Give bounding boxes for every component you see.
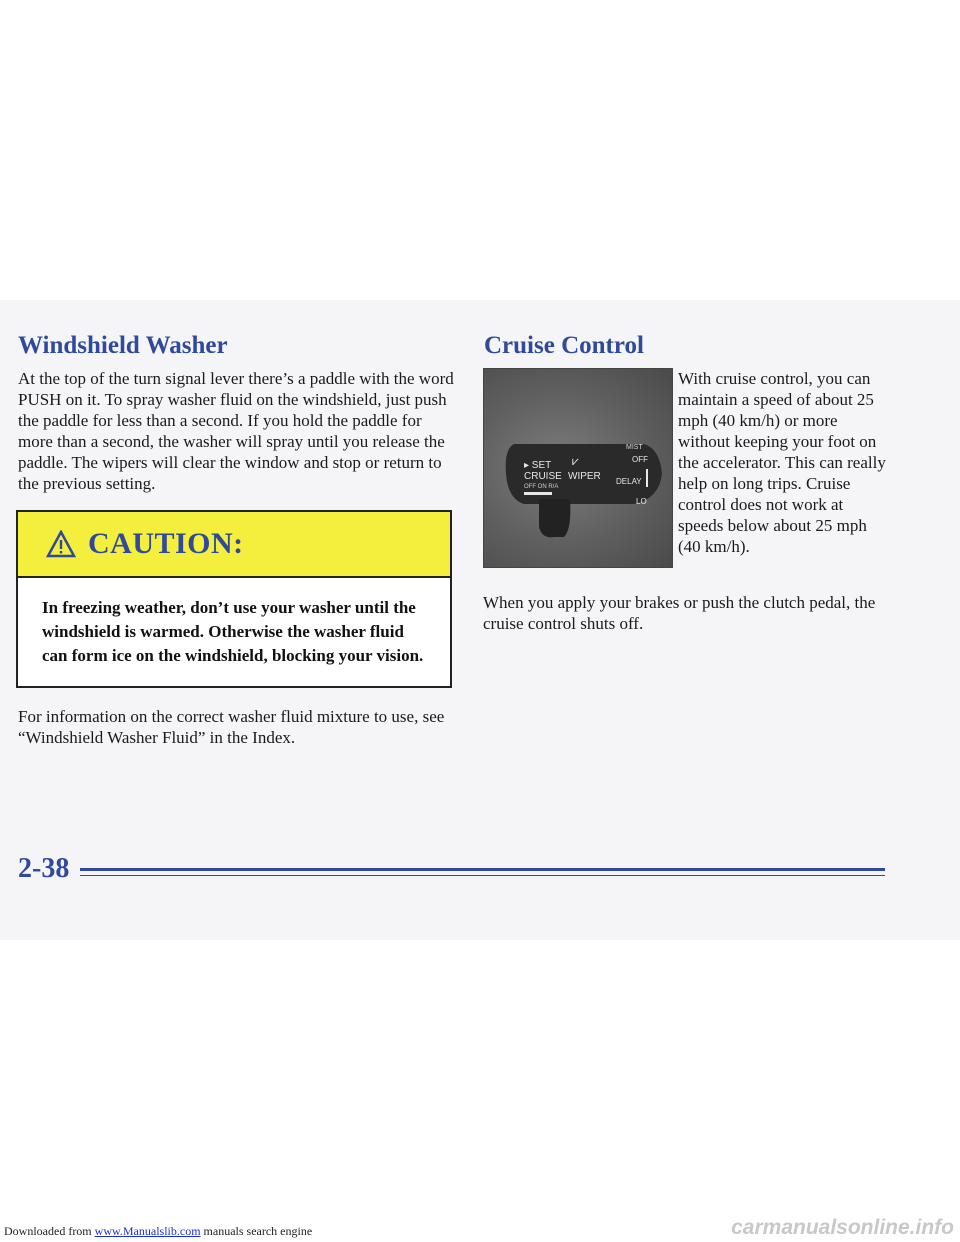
delay-label: DELAY <box>616 477 642 486</box>
lo-label: LO <box>636 497 647 506</box>
cruise-switch-bar <box>524 492 552 495</box>
cruise-control-shutoff-note: When you apply your brakes or push the clutch pedal, the cruise control shuts off. <box>483 593 876 633</box>
download-suffix: manuals search engine <box>203 1224 313 1238</box>
cruise-lever-illustration <box>484 369 674 569</box>
cruise-control-lever-photo <box>483 368 673 568</box>
caution-header <box>18 512 450 578</box>
wiper-symbol-icon: ⩗ <box>572 454 579 468</box>
warning-triangle-icon <box>46 530 76 558</box>
windshield-washer-paragraph: At the top of the turn signal lever there’s a paddle with the word PUSH on it. To spray washer fluid on the windshield, just push the paddle for less than a second. If you hold the paddle for more than a second, the washer will spray until you release the paddle. The wipers will clear the window and stop or return to the previous setting. <box>18 369 454 493</box>
caution-box <box>16 510 452 688</box>
page-number: 2-38 <box>18 853 70 884</box>
manualslib-link[interactable]: www.Manualslib.com <box>94 1224 201 1238</box>
wiper-label: WIPER <box>568 471 601 482</box>
cruise-control-description: With cruise control, you can maintain a speed of about 25 mph (40 km/h) or more without keeping your foot on the accelerator. This can really help on long trips. Cruise control does not work at speeds below about 25 mph (40 km/h). <box>678 369 886 556</box>
delay-indicator <box>646 469 648 487</box>
site-watermark: carmanualsonline.info <box>731 1216 954 1239</box>
cruise-control-title: Cruise Control <box>484 332 644 359</box>
off-label: OFF <box>632 455 648 464</box>
caution-label: CAUTION: <box>88 527 244 560</box>
footer-rule-thin <box>80 875 885 876</box>
mist-label: MIST <box>626 444 643 451</box>
set-label: ▸ SET <box>524 460 552 471</box>
windshield-washer-title: Windshield Washer <box>18 332 228 359</box>
off-on-ra-label: OFF ON R/A <box>524 484 559 490</box>
cruise-label: CRUISE <box>524 471 562 482</box>
caution-text: In freezing weather, don’t use your washer until the windshield is warmed. Otherwise the washer fluid can form ice on the windshield, blocking your vision. <box>42 598 424 665</box>
footer-rule <box>80 868 885 871</box>
download-notice <box>4 1224 312 1239</box>
washer-fluid-reference: For information on the correct washer fluid mixture to use, see “Windshield Washer Fluid” in the Index. <box>18 707 445 747</box>
download-prefix: Downloaded from <box>4 1224 92 1238</box>
